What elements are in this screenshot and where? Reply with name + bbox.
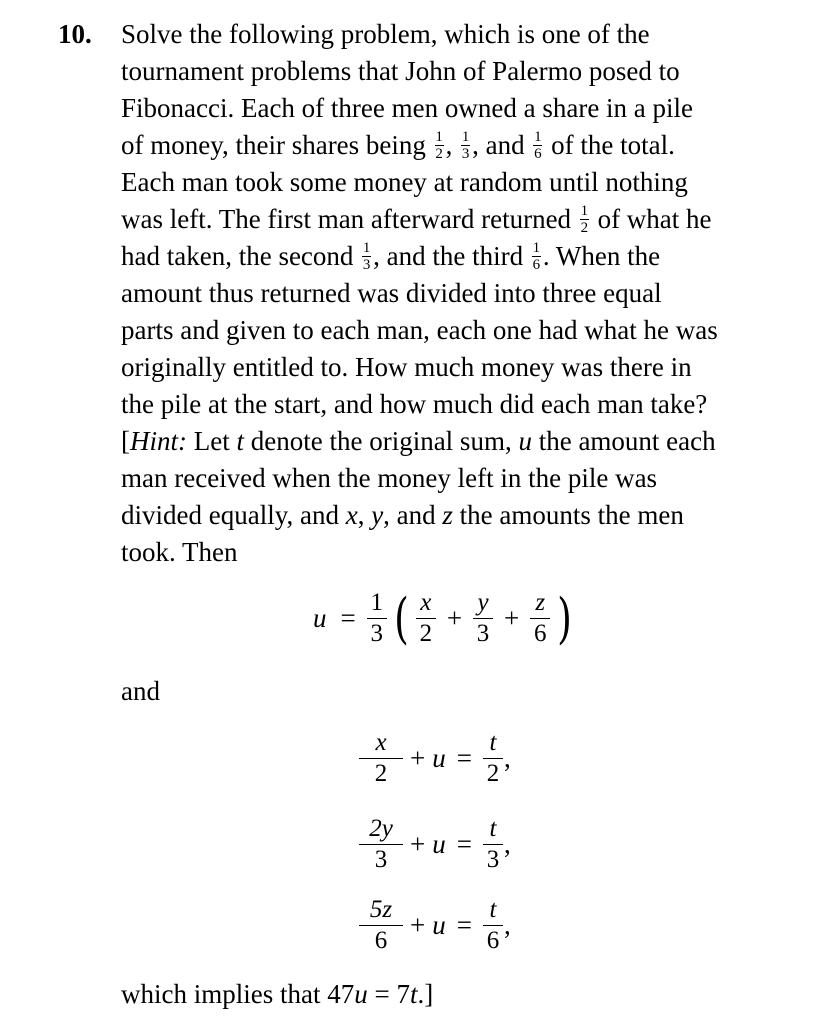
variable-u: u	[313, 603, 327, 633]
comma: ,	[503, 829, 511, 859]
left-paren: (	[393, 586, 409, 650]
problem-line: Each man took some money at random until nothing	[121, 167, 688, 197]
problem-line	[121, 201, 793, 238]
denominator: 6	[532, 257, 541, 274]
problem-line: Solve the following problem, which is one of the	[121, 19, 650, 49]
text-fragment: = 7	[367, 979, 410, 1009]
denominator: 6	[486, 927, 500, 954]
text-fragment: .]	[417, 979, 434, 1009]
problem-line	[121, 127, 793, 164]
numerator: 1	[534, 129, 542, 146]
problem-line	[121, 238, 793, 275]
hint-line	[121, 423, 793, 460]
variable-y: y	[371, 500, 384, 530]
text-fragment: , and	[472, 130, 525, 160]
text-fragment: , and the third	[373, 241, 524, 271]
plus-sign: +	[504, 603, 520, 633]
comma: ,	[503, 910, 511, 940]
hint-line: man received when the money left in the pile was	[121, 463, 658, 493]
inline-fraction-sixth	[532, 241, 541, 272]
equation-u	[313, 588, 575, 649]
text-fragment: the amount each	[531, 426, 716, 456]
fraction-term	[416, 588, 436, 649]
variable-u: u	[432, 910, 446, 940]
text-fragment: was left. The first man afterward returned	[121, 204, 572, 234]
denominator: 3	[374, 846, 388, 873]
numerator: x	[375, 729, 387, 756]
variable-u: u	[518, 426, 532, 456]
denominator: 2	[435, 146, 443, 163]
conclusion-line	[121, 976, 433, 1013]
numerator: 1	[362, 240, 371, 257]
numerator: z	[535, 589, 546, 616]
inline-fraction-third	[461, 130, 470, 161]
plus-sign: +	[410, 829, 426, 859]
fraction-lhs	[359, 728, 403, 789]
problem-line: tournament problems that John of Palermo posed to	[121, 56, 680, 86]
text-fragment: . When the	[542, 241, 661, 271]
numerator: y	[477, 589, 489, 616]
denominator: 6	[374, 927, 388, 954]
fraction-lhs	[359, 814, 403, 875]
equals-sign: =	[456, 829, 472, 859]
comma: ,	[503, 743, 511, 773]
denominator: 3	[362, 257, 371, 274]
fraction-coefficient	[367, 588, 387, 649]
numerator: 1	[532, 240, 541, 257]
numerator: 5z	[369, 896, 393, 923]
equals-sign: =	[456, 743, 472, 773]
hint-line: took. Then	[121, 537, 238, 567]
hint-label: Hint:	[130, 426, 187, 456]
text-fragment: which implies that 47	[121, 979, 355, 1009]
problem-line: Fibonacci. Each of three men owned a share in a pile	[121, 93, 694, 123]
denominator: 2	[580, 220, 589, 237]
text-fragment: ,	[445, 130, 453, 160]
variable-t: t	[236, 426, 244, 456]
equation-z	[355, 895, 511, 956]
inline-fraction-sixth	[533, 130, 542, 161]
problem-number: 10.	[58, 19, 92, 49]
hint-line	[121, 497, 793, 534]
numerator: 1	[461, 129, 470, 146]
variable-z: z	[442, 500, 453, 530]
fraction-term	[530, 588, 550, 649]
variable-x: x	[345, 500, 358, 530]
problem-line: parts and given to each man, each one had what he was	[121, 315, 718, 345]
right-paren: )	[557, 586, 573, 650]
text-fragment: of what he	[597, 204, 712, 234]
text-fragment: ,	[357, 500, 372, 530]
equation-y	[355, 814, 511, 875]
plus-sign: +	[446, 603, 463, 633]
problem-line: the pile at the start, and how much did each man take?	[121, 389, 708, 419]
denominator: 3	[486, 846, 500, 873]
variable-u: u	[432, 743, 446, 773]
fraction-term	[473, 588, 493, 649]
numerator: t	[489, 729, 497, 756]
denominator: 3	[476, 620, 490, 647]
text-fragment: Let	[187, 426, 237, 456]
text-fragment: the amounts the men	[452, 500, 684, 530]
numerator: 1	[370, 589, 383, 616]
variable-t: t	[409, 979, 418, 1009]
text-fragment: of money, their shares being	[121, 130, 426, 160]
fraction-rhs	[483, 814, 503, 875]
denominator: 3	[461, 146, 470, 163]
numerator: t	[489, 815, 497, 842]
fraction-rhs	[483, 728, 503, 789]
inline-fraction-third	[362, 241, 371, 272]
fraction-lhs	[359, 895, 403, 956]
connector-text: and	[121, 676, 160, 706]
denominator: 2	[374, 760, 388, 787]
denominator: 6	[534, 620, 547, 647]
fraction-rhs	[483, 895, 503, 956]
numerator: x	[420, 589, 432, 616]
denominator: 2	[419, 620, 433, 647]
variable-u: u	[354, 979, 368, 1009]
inline-fraction-half	[580, 204, 589, 235]
plus-sign: +	[410, 743, 426, 773]
text-fragment: , and	[383, 500, 443, 530]
equals-sign: =	[456, 910, 472, 940]
text-fragment: divided equally, and	[121, 500, 346, 530]
equation-x	[355, 728, 511, 789]
equals-sign: =	[340, 603, 356, 633]
inline-fraction-half	[435, 130, 444, 161]
problem-line: amount thus returned was divided into three equal	[121, 278, 662, 308]
problem-text	[121, 16, 793, 571]
numerator: 1	[435, 129, 443, 146]
text-fragment: of the total.	[551, 130, 675, 160]
text-fragment: had taken, the second	[121, 241, 354, 271]
plus-sign: +	[410, 910, 426, 940]
problem-line: originally entitled to. How much money was there in	[121, 352, 692, 382]
denominator: 3	[370, 620, 383, 647]
denominator: 2	[486, 760, 500, 787]
denominator: 6	[534, 146, 542, 163]
variable-u: u	[432, 829, 446, 859]
numerator: 1	[580, 203, 589, 220]
text-fragment: denote the original sum,	[244, 426, 519, 456]
numerator: t	[489, 896, 497, 923]
bracket: [	[121, 426, 130, 456]
numerator: 2y	[369, 815, 393, 842]
